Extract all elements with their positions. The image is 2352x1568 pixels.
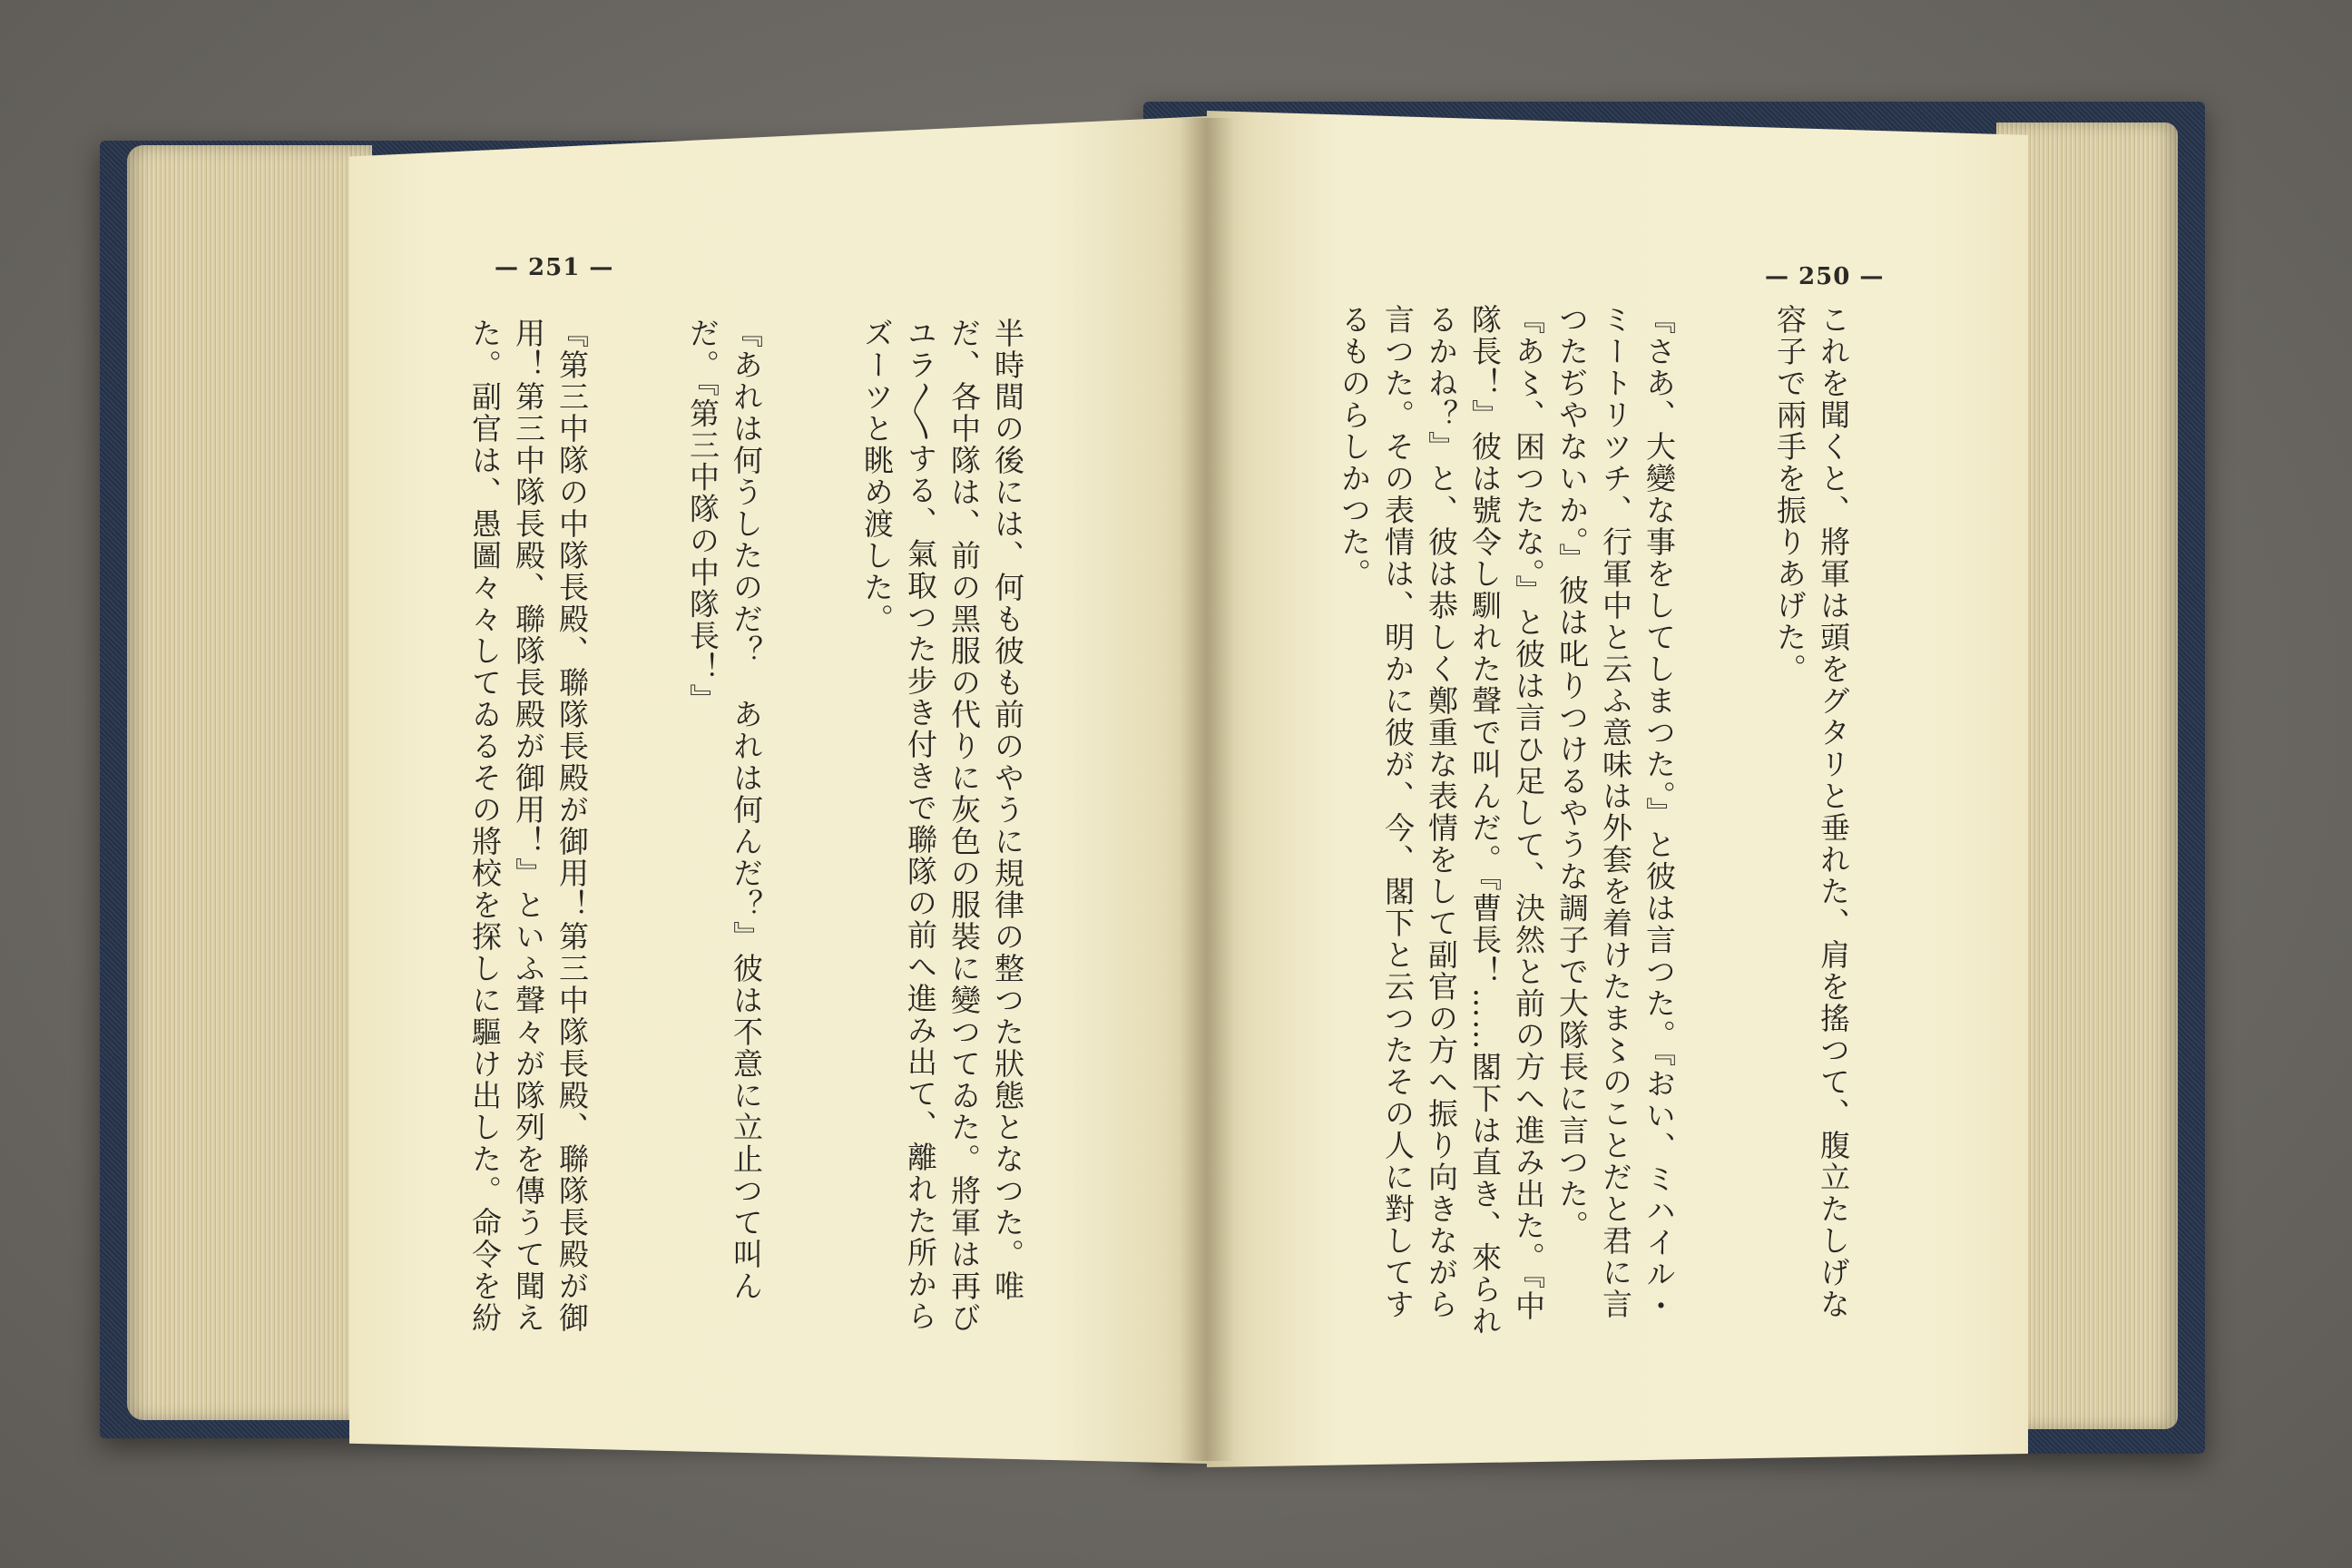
page-number-left: — 251 — [495, 254, 614, 281]
paragraph [1243, 304, 1245, 1338]
paragraph: 『あれは何うしたのだ？ あれは何んだ？』彼は不意に立止つて叫んだ。『第三中隊の中隊長！』 [685, 318, 764, 1302]
page-number-right: — 250 — [1765, 263, 1885, 290]
paragraph: 半時間の後には、何も彼も前のやうに規律の整つた狀態となつた。唯だ、各中隊は、前の黑服の代りに灰色の服裝に變つてゐた。將軍は再びユラ〳〵する、氣取つた步き付きで聯隊の前へ進み出て、離れた所からズーツと眺め渡した。 [859, 318, 1025, 1334]
paragraph: 『第三中隊の中隊長殿、聯隊長殿が御用！第三中隊長殿、聯隊長殿が御用！第三中隊長殿、聯隊長殿が御用！』といふ聲々が隊列を傳うて聞えた。副官は、愚圖々々してゐるその將校を探しに驅け出した。命令を紛 [467, 318, 590, 1334]
book-gutter [1180, 118, 1234, 1461]
body-text-left-page [463, 318, 1116, 1352]
paragraph: 『さあ、大變な事をしてしまつた。』と彼は言つた。『おい、ミハイル・ミートリツチ、行軍中と云ふ意味は外套を着けたま〻のことだと君に言つたぢやないか。』彼は叱りつけるやうな調子で大隊長に言つた。『あ〻、困つたな。』と彼は言ひ足して、決然と前の方へ進み出た。『中隊長！』彼は號令し馴れた聲で叫んだ。『曹長！……閣下は直き、來られるかね？』と、彼は恭しく鄭重な表情をして副官の方へ振り向きながら言つた。その表情は、明かに彼が、今、閣下と云つたその人に對してするものらしかつた。 [1337, 304, 1677, 1338]
page-block-edge-left [127, 145, 372, 1420]
body-text-right-page [1243, 304, 1942, 1338]
paragraph: これを聞くと、將軍は頭をグタリと垂れた、肩を搖つて、腹立たしげな容子で兩手を振りあげた。 [1772, 304, 1851, 1320]
